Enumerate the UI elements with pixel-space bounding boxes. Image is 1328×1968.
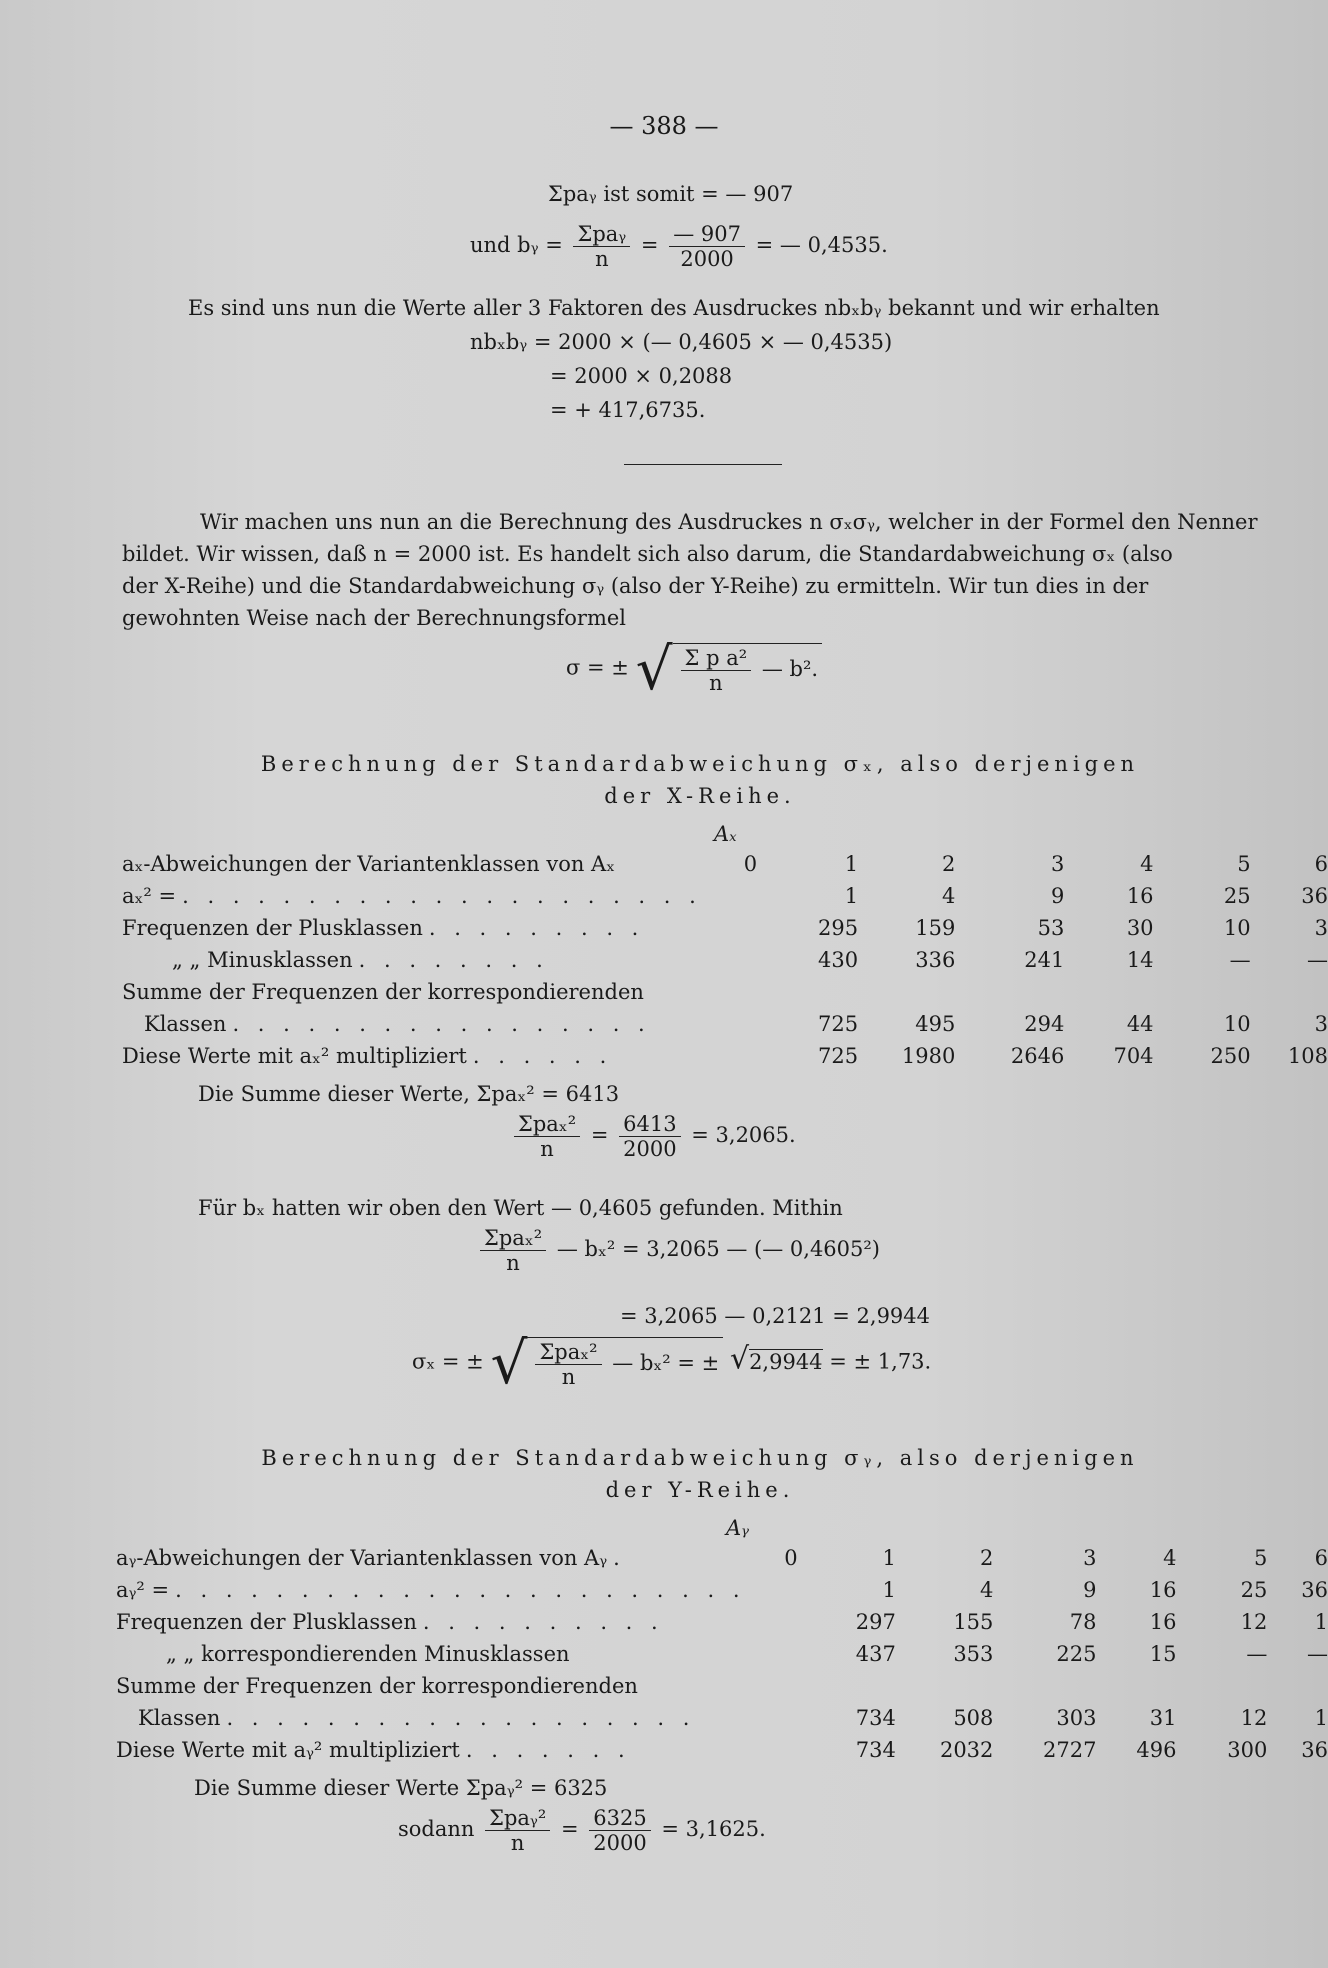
paragraph-factors: Es sind uns nun die Werte aller 3 Faktoren des Ausdruckes nbₓbᵧ bekannt und wir erhalten: [188, 296, 1160, 320]
table-row: [122, 1040, 1328, 1072]
fraction-numerator: — 907: [669, 222, 745, 247]
section-x-subheading: der X-Reihe.: [604, 784, 796, 808]
fraction: [681, 646, 752, 695]
leader-dots: . . . . . . . . .: [428, 916, 645, 940]
table-cell: 1980: [901, 1044, 956, 1068]
axis-label-ay: Aᵧ: [726, 1516, 750, 1540]
equation-ratio-y: [398, 1806, 766, 1855]
table-cell: 1: [882, 1578, 896, 1602]
table-cell: 5: [1253, 1546, 1268, 1570]
fraction: [619, 1112, 680, 1161]
row-label-cell: [122, 1008, 702, 1040]
table-cell: [746, 1670, 798, 1702]
table-cell: 16: [1149, 1610, 1177, 1634]
table-cell: [1154, 976, 1251, 1008]
row-label-cell: [116, 1606, 746, 1638]
table-cell: [702, 1008, 757, 1040]
sigma-result: = ± 1,73.: [829, 1349, 932, 1374]
table-cell: 15: [1149, 1642, 1177, 1666]
table-cell: 295: [817, 916, 859, 940]
fraction: [669, 222, 745, 271]
radical-sign-small: √: [729, 1341, 750, 1377]
leader-dots: . . . . . . .: [465, 1738, 631, 1762]
table-cell: —: [1246, 1642, 1268, 1666]
leader-dots: . . . . . . . . . . . . . . . . .: [232, 1012, 651, 1036]
table-cell: 437: [855, 1642, 896, 1666]
table-cell: [798, 1670, 896, 1702]
formula-prefix: σ = ±: [566, 655, 629, 680]
table-cell: 0: [784, 1546, 798, 1570]
equation-nbxby-1: nbₓbᵧ = 2000 × (— 0,4605 × — 0,4535): [470, 330, 893, 354]
row-label: Klassen: [138, 1706, 221, 1730]
leader-dots: .: [613, 1546, 626, 1570]
table-row: [122, 912, 1328, 944]
table-cell: 36: [1301, 1578, 1328, 1602]
table-cell: [1064, 976, 1153, 1008]
row-label: Diese Werte mit aₓ² multipliziert: [122, 1044, 467, 1068]
row-label: Summe der Frequenzen der korrespondierenden: [116, 1674, 638, 1698]
table-cell: 30: [1126, 916, 1154, 940]
table-cell: [858, 976, 955, 1008]
fraction: [535, 1340, 601, 1389]
table-cell: 734: [855, 1706, 896, 1730]
table-row: [116, 1542, 1328, 1574]
fraction-numerator: Σpaᵧ²: [485, 1806, 550, 1831]
row-label-cell: [116, 1670, 746, 1702]
table-cell: [702, 976, 757, 1008]
section-y-subheading: der Y-Reihe.: [605, 1478, 795, 1502]
table-cell: 300: [1227, 1738, 1268, 1762]
sodann-label: sodann: [398, 1817, 475, 1841]
table-cell: 9: [1051, 884, 1065, 908]
table-cell: 108: [1287, 1044, 1328, 1068]
row-label-cell: [122, 1040, 702, 1072]
equals-sign: =: [590, 1123, 609, 1147]
paragraph-line: gewohnten Weise nach der Berechnungsformel: [122, 606, 627, 630]
table-cell: 0: [743, 852, 758, 876]
table-cell: 294: [1024, 1012, 1065, 1036]
table-cell: 1: [1314, 1610, 1328, 1634]
equals-sign: =: [560, 1817, 579, 1841]
row-label: Diese Werte mit aᵧ² multipliziert: [116, 1738, 460, 1762]
table-cell: 353: [953, 1642, 994, 1666]
table-cell: [1176, 1670, 1267, 1702]
table-cell: 6: [1314, 852, 1328, 876]
equation-rest: — bₓ² = 3,2065 — (— 0,4605²): [556, 1237, 881, 1261]
equation-by: [470, 222, 888, 271]
table-cell: 725: [817, 1044, 859, 1068]
equation-ratio-x: [510, 1112, 796, 1161]
fraction: [480, 1226, 546, 1275]
table-cell: 4: [980, 1578, 994, 1602]
row-label-cell: [122, 976, 702, 1008]
table-cell: [746, 1574, 798, 1606]
table-cell: [993, 1670, 1096, 1702]
table-cell: —: [1307, 1642, 1328, 1666]
table-cell: 5: [1237, 852, 1251, 876]
axis-label-ax: Aₓ: [714, 822, 737, 846]
table-y-body: [116, 1542, 1328, 1766]
fraction-denominator: n: [506, 1251, 520, 1275]
equation-result: = 3,2065.: [691, 1123, 796, 1147]
table-cell: 31: [1149, 1706, 1177, 1730]
table-row: [116, 1734, 1328, 1766]
table-row: [116, 1574, 1328, 1606]
table-cell: 336: [915, 948, 956, 972]
table-cell: 2727: [1042, 1738, 1097, 1762]
table-cell: 725: [817, 1012, 859, 1036]
row-label: aᵧ² =: [116, 1578, 170, 1602]
row-label: aₓ² =: [122, 884, 177, 908]
leader-dots: . . . . . . . . . . . . . . . . . . .: [226, 1706, 696, 1730]
table-cell: 3: [1083, 1546, 1097, 1570]
table-x: [122, 848, 1328, 1072]
paragraph-line: Wir machen uns nun an die Berechnung des Ausdruckes n σₓσᵧ, welcher in der Formel den Nenner: [200, 510, 1258, 534]
fraction-denominator: n: [709, 671, 723, 695]
table-cell: 36: [1301, 1738, 1328, 1762]
table-row: [122, 944, 1328, 976]
fraction: [589, 1806, 650, 1855]
leader-dots: . . . . . . . . . .: [422, 1610, 664, 1634]
fraction: [514, 1112, 580, 1161]
equation-sum-pay: Σpaᵧ ist somit = — 907: [548, 182, 794, 206]
table-cell: 704: [1113, 1044, 1154, 1068]
table-row: [122, 880, 1328, 912]
equation-result: = 3,1625.: [661, 1817, 766, 1841]
row-label: aₓ-Abweichungen der Variantenklassen von Aₓ: [122, 852, 616, 876]
equation-nbxby-3: = + 417,6735.: [550, 398, 706, 422]
radical-sign: √: [490, 1329, 528, 1397]
leader-dots: . . . . . . . . . . . . . . . . . . . . .: [182, 884, 702, 908]
sum-line-x: Die Summe dieser Werte, Σpaₓ² = 6413: [198, 1082, 620, 1106]
row-label: Summe der Frequenzen der korrespondierenden: [122, 980, 644, 1004]
table-cell: 12: [1240, 1610, 1268, 1634]
table-cell: —: [1229, 948, 1251, 972]
table-cell: 16: [1149, 1578, 1177, 1602]
formula-suffix: — b².: [761, 657, 819, 681]
table-cell: 4: [941, 884, 956, 908]
sigma-value: 2,9944: [749, 1349, 823, 1374]
table-x-body: [122, 848, 1328, 1072]
leader-dots: . . . . . . . . . . . . . . . . . . . . . . .: [175, 1578, 746, 1602]
table-cell: 495: [915, 1012, 956, 1036]
page-number: — 388 —: [609, 112, 719, 140]
table-cell: 78: [1069, 1610, 1097, 1634]
table-cell: 9: [1083, 1578, 1097, 1602]
fraction: [485, 1806, 550, 1855]
radicand: [673, 643, 823, 695]
fraction-numerator: 6413: [619, 1112, 680, 1137]
table-cell: [896, 1670, 994, 1702]
table-cell: [746, 1638, 798, 1670]
leader-dots: . . . . . . . .: [358, 948, 549, 972]
section-y-heading: Berechnung der Standardabweichung σᵧ, also derjenigen: [261, 1446, 1139, 1470]
table-cell: [955, 976, 1064, 1008]
table-row: [116, 1702, 1328, 1734]
fraction-denominator: n: [540, 1137, 554, 1161]
table-cell: [1251, 976, 1328, 1008]
table-cell: 25: [1223, 884, 1251, 908]
fraction-denominator: n: [510, 1831, 525, 1855]
equation-by-result: = — 0,4535.: [755, 233, 888, 257]
table-cell: 430: [817, 948, 859, 972]
paragraph-line: bildet. Wir wissen, daß n = 2000 ist. Es handelt sich also darum, die Standardabweichung σₓ (also: [122, 542, 1173, 566]
fraction-denominator: 2000: [680, 247, 734, 271]
table-cell: 159: [915, 916, 956, 940]
row-label-cell: [116, 1702, 746, 1734]
row-label-cell: [122, 912, 702, 944]
equation-variance-x: [476, 1226, 880, 1275]
table-cell: 53: [1037, 916, 1065, 940]
table-cell: 36: [1301, 884, 1328, 908]
table-cell: 2: [941, 852, 956, 876]
equation-variance-x-2: = 3,2065 — 0,2121 = 2,9944: [620, 1304, 931, 1328]
sigma-rest: — bₓ² = ±: [612, 1351, 720, 1375]
table-cell: 508: [953, 1706, 994, 1730]
row-label-cell: [122, 848, 702, 880]
table-cell: [1096, 1670, 1176, 1702]
table-cell: [702, 912, 757, 944]
table-row: [122, 1008, 1328, 1040]
table-cell: 25: [1240, 1578, 1268, 1602]
fraction-numerator: 6325: [589, 1806, 650, 1831]
table-cell: 12: [1240, 1706, 1268, 1730]
table-row: [122, 848, 1328, 880]
row-label: aᵧ-Abweichungen der Variantenklassen von Aᵧ: [116, 1546, 608, 1570]
table-cell: 14: [1126, 948, 1154, 972]
equation-nbxby-2: = 2000 × 0,2088: [550, 364, 733, 388]
table-row: [116, 1670, 1328, 1702]
fraction-numerator: Σpaₓ²: [480, 1226, 546, 1251]
row-label-cell: [116, 1734, 746, 1766]
formula-sigma: [566, 635, 822, 703]
row-label: Klassen: [144, 1012, 227, 1036]
paragraph-line: der X-Reihe) und die Standardabweichung σᵧ (also der Y-Reihe) zu ermitteln. Wir tun dies in der: [122, 574, 1149, 598]
equation-sigma-x: [412, 1329, 932, 1397]
equation-by-prefix: und bᵧ =: [470, 233, 563, 257]
fraction-numerator: Σ p a²: [681, 646, 752, 671]
table-cell: 241: [1024, 948, 1065, 972]
table-row: [116, 1606, 1328, 1638]
section-x-heading: Berechnung der Standardabweichung σₓ, also derjenigen: [260, 752, 1140, 776]
table-cell: 10: [1223, 1012, 1251, 1036]
fraction-denominator: 2000: [623, 1137, 677, 1161]
table-cell: [746, 1702, 798, 1734]
table-cell: [746, 1606, 798, 1638]
table-cell: 16: [1126, 884, 1154, 908]
table-row: [116, 1638, 1328, 1670]
table-y: [116, 1542, 1328, 1766]
row-label-cell: [122, 944, 702, 976]
row-label: „ „ Minusklassen: [172, 948, 353, 972]
row-label-cell: [116, 1542, 746, 1574]
row-label-cell: [116, 1638, 746, 1670]
table-cell: 1: [882, 1546, 896, 1570]
table-cell: [702, 944, 757, 976]
fraction-denominator: n: [595, 247, 609, 271]
fraction-numerator: Σpaₓ²: [514, 1112, 580, 1137]
table-cell: 1: [844, 852, 859, 876]
sigma-prefix: σₓ = ±: [412, 1349, 484, 1374]
radicand: [527, 1337, 723, 1389]
fraction-numerator: Σpaₓ²: [535, 1340, 601, 1365]
table-cell: [757, 976, 858, 1008]
table-cell: [702, 880, 757, 912]
table-cell: [1267, 1670, 1328, 1702]
table-row: [122, 976, 1328, 1008]
divider-rule: [624, 464, 782, 465]
table-cell: 3: [1314, 916, 1328, 940]
table-cell: 10: [1223, 916, 1251, 940]
bx-line: Für bₓ hatten wir oben den Wert — 0,4605 gefunden. Mithin: [198, 1196, 843, 1220]
table-cell: 3: [1314, 1012, 1328, 1036]
table-cell: 6: [1314, 1546, 1328, 1570]
table-cell: 297: [855, 1610, 896, 1634]
table-cell: 250: [1210, 1044, 1251, 1068]
sum-line-y: Die Summe dieser Werte Σpaᵧ² = 6325: [194, 1776, 608, 1800]
fraction-denominator: n: [561, 1365, 576, 1389]
table-cell: 2: [980, 1546, 994, 1570]
table-cell: 3: [1051, 852, 1065, 876]
fraction: [573, 222, 630, 271]
table-cell: 1: [1314, 1706, 1328, 1730]
row-label-cell: [122, 880, 702, 912]
table-cell: 225: [1056, 1642, 1097, 1666]
table-cell: [702, 1040, 757, 1072]
table-cell: 44: [1126, 1012, 1154, 1036]
radical-sign: √: [635, 635, 673, 703]
fraction-numerator: Σpaᵧ: [573, 222, 630, 247]
fraction-denominator: 2000: [593, 1831, 647, 1855]
table-cell: 1: [844, 884, 859, 908]
table-cell: 496: [1136, 1738, 1177, 1762]
table-cell: 155: [953, 1610, 994, 1634]
table-cell: 2032: [939, 1738, 994, 1762]
table-cell: 2646: [1010, 1044, 1065, 1068]
equals-sign: =: [640, 233, 659, 257]
row-label: Frequenzen der Plusklassen: [122, 916, 423, 940]
table-cell: 4: [1163, 1546, 1177, 1570]
table-cell: [746, 1734, 798, 1766]
table-cell: —: [1307, 948, 1328, 972]
row-label: „ „ korrespondierenden Minusklassen: [166, 1642, 570, 1666]
table-cell: 4: [1140, 852, 1154, 876]
table-cell: 734: [855, 1738, 896, 1762]
table-cell: 303: [1056, 1706, 1097, 1730]
leader-dots: . . . . . .: [472, 1044, 613, 1068]
row-label-cell: [116, 1574, 746, 1606]
row-label: Frequenzen der Plusklassen: [116, 1610, 417, 1634]
